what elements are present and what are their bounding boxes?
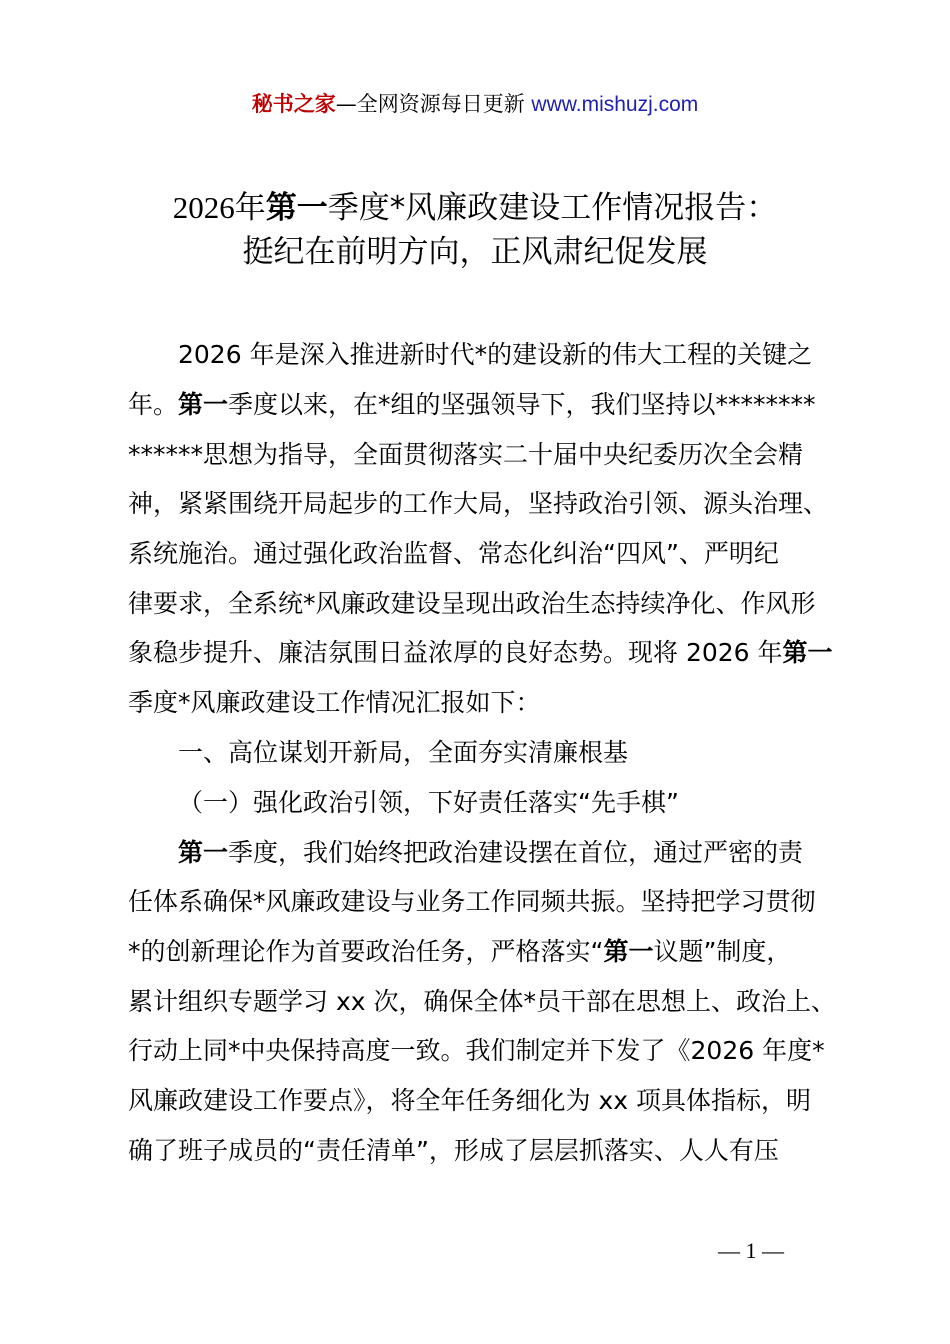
title-line-1: 2026年第一季度*风廉政建设工作情况报告：	[172, 190, 778, 226]
paragraph-line: 行动上同*中央保持高度一致。我们制定并下发了《2026 年度*	[128, 1036, 825, 1065]
section-heading-2: （一）强化政治引领，下好责任落实“先手棋”	[178, 788, 679, 817]
paragraph-line: 年。第一季度以来，在*组的坚强领导下，我们坚持以********	[128, 390, 816, 419]
paragraph-line: 任体系确保*风廉政建设与业务工作同频共振。坚持把学习贯彻	[128, 887, 816, 916]
title-line-2: 挺纪在前明方向，正风肃纪促发展	[242, 234, 708, 270]
paragraph-line: 系统施治。通过强化政治监督、常态化纠治“四风”、严明纪	[128, 539, 779, 568]
document-title	[60, 186, 890, 274]
site-url[interactable]: www.mishuzj.com	[531, 93, 699, 116]
paragraph-line: 季度*风廉政建设工作情况汇报如下：	[128, 688, 541, 717]
paragraph-line: 第一季度，我们始终把政治建设摆在首位，通过严密的责	[178, 838, 804, 867]
paragraph-line: 神，紧紧围绕开局起步的工作大局，坚持政治引领、源头治理、	[128, 489, 829, 518]
paragraph-line: 象稳步提升、廉洁氛围日益浓厚的良好态势。现将 2026 年第一	[128, 638, 833, 667]
paragraph-line: *的创新理论作为首要政治任务，严格落实“第一议题”制度，	[128, 937, 792, 966]
paragraph-line: 律要求，全系统*风廉政建设呈现出政治生态持续净化、作风形	[128, 589, 816, 618]
paragraph-line: 确了班子成员的“责任清单”，形成了层层抓落实、人人有压	[128, 1136, 779, 1165]
brand-name: 秘书之家	[251, 92, 336, 116]
paragraph-line: ******思想为指导，全面贯彻落实二十届中央纪委历次全会精	[128, 440, 804, 469]
paragraph-line: 风廉政建设工作要点》，将全年任务细化为 xx 项具体指标，明	[128, 1086, 811, 1115]
paragraph-line: 累计组织专题学习 xx 次，确保全体*员干部在思想上、政治上、	[128, 987, 836, 1016]
section-heading-1: 一、高位谋划开新局，全面夯实清廉根基	[178, 738, 629, 767]
site-header	[0, 86, 950, 123]
paragraph-line: 2026 年是深入推进新时代*的建设新的伟大工程的关键之	[178, 340, 813, 369]
header-tagline: —全网资源每日更新	[335, 92, 525, 116]
page-number: — 1 —	[718, 1238, 784, 1263]
